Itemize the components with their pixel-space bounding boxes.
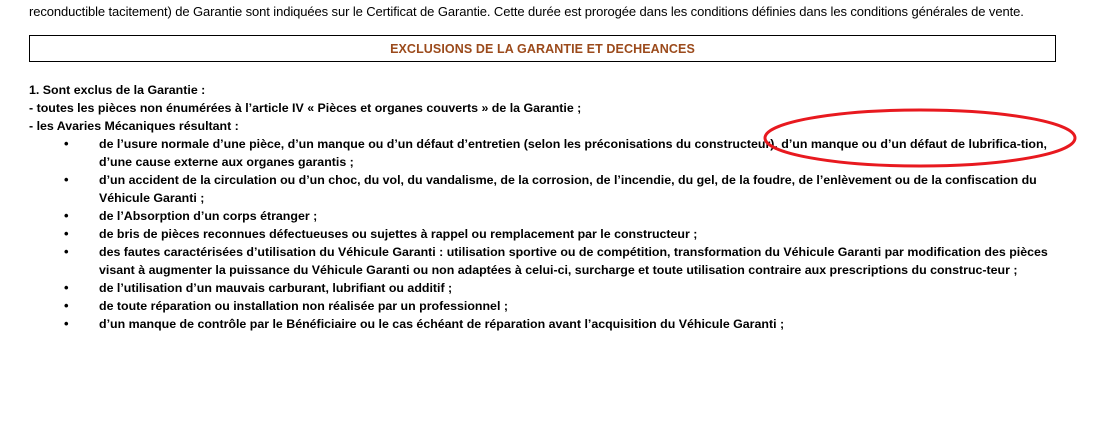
intro-text: reconductible tacitement) de Garantie sont indiquées sur le Certificat de Garantie. Cette durée est prorogée dans les conditions définies dans les conditions générales de vente. [29,4,1024,19]
bullet-item [29,207,1049,225]
exclusions-heading: 1. Sont exclus de la Garantie : [29,83,206,97]
section-title: EXCLUSIONS DE LA GARANTIE ET DECHEANCES [390,41,695,56]
bullet-item [29,279,1049,297]
bullet-dot: • [64,208,69,223]
bullet-item [29,135,1049,171]
bullet-dot: • [64,280,69,295]
exclusion-line-pieces: - toutes les pièces non énumérées à l’article IV « Pièces et organes couverts » de la Garantie ; [29,101,582,115]
bullet-dot: • [64,316,69,331]
bullet-dot: • [64,136,69,151]
bullet-item [29,171,1049,207]
bullet-dot: • [64,172,69,187]
bullet-text: de l’Absorption d’un corps étranger ; [99,209,318,223]
bullet-item [29,297,1049,315]
bullet-item [29,315,1049,333]
section-header-box [29,35,1056,62]
bullet-text: de l’usure normale d’une pièce, d’un manque ou d’un défaut d’entretien (selon les préconisations du constructeur), d’un manque ou d’un défaut de lubrifica-tion, d’une cause externe aux organes garantis ; [99,137,1047,169]
bullet-text: de l’utilisation d’un mauvais carburant, lubrifiant ou additif ; [99,281,453,295]
bullet-item [29,243,1049,279]
bullet-item [29,225,1049,243]
bullet-list [29,135,1059,333]
bullet-text: de toute réparation ou installation non réalisée par un professionnel ; [99,299,508,313]
exclusions-block [29,81,1059,333]
bullet-text: de bris de pièces reconnues défectueuses ou sujettes à rappel ou remplacement par le constructeur ; [99,227,698,241]
exclusion-line-avaries: - les Avaries Mécaniques résultant : [29,119,239,133]
bullet-dot: • [64,226,69,241]
bullet-text: des fautes caractérisées d’utilisation du Véhicule Garanti : utilisation sportive ou de compétition, transformation du Véhicule Garanti par modification des pièces visant à augmenter la puissance du Véhicule Garanti ou non adaptées à celui-ci, surcharge et toute utilisation contraire aux prescriptions du construc-teur ; [99,245,1048,277]
bullet-text: d’un accident de la circulation ou d’un choc, du vol, du vandalisme, de la corrosion, de l’incendie, du gel, de la foudre, de l’enlèvement ou de la confiscation du Véhicule Garanti ; [99,173,1037,205]
bullet-dot: • [64,298,69,313]
bullet-dot: • [64,244,69,259]
bullet-text: d’un manque de contrôle par le Bénéficiaire ou le cas échéant de réparation avant l’acquisition du Véhicule Garanti ; [99,317,785,331]
